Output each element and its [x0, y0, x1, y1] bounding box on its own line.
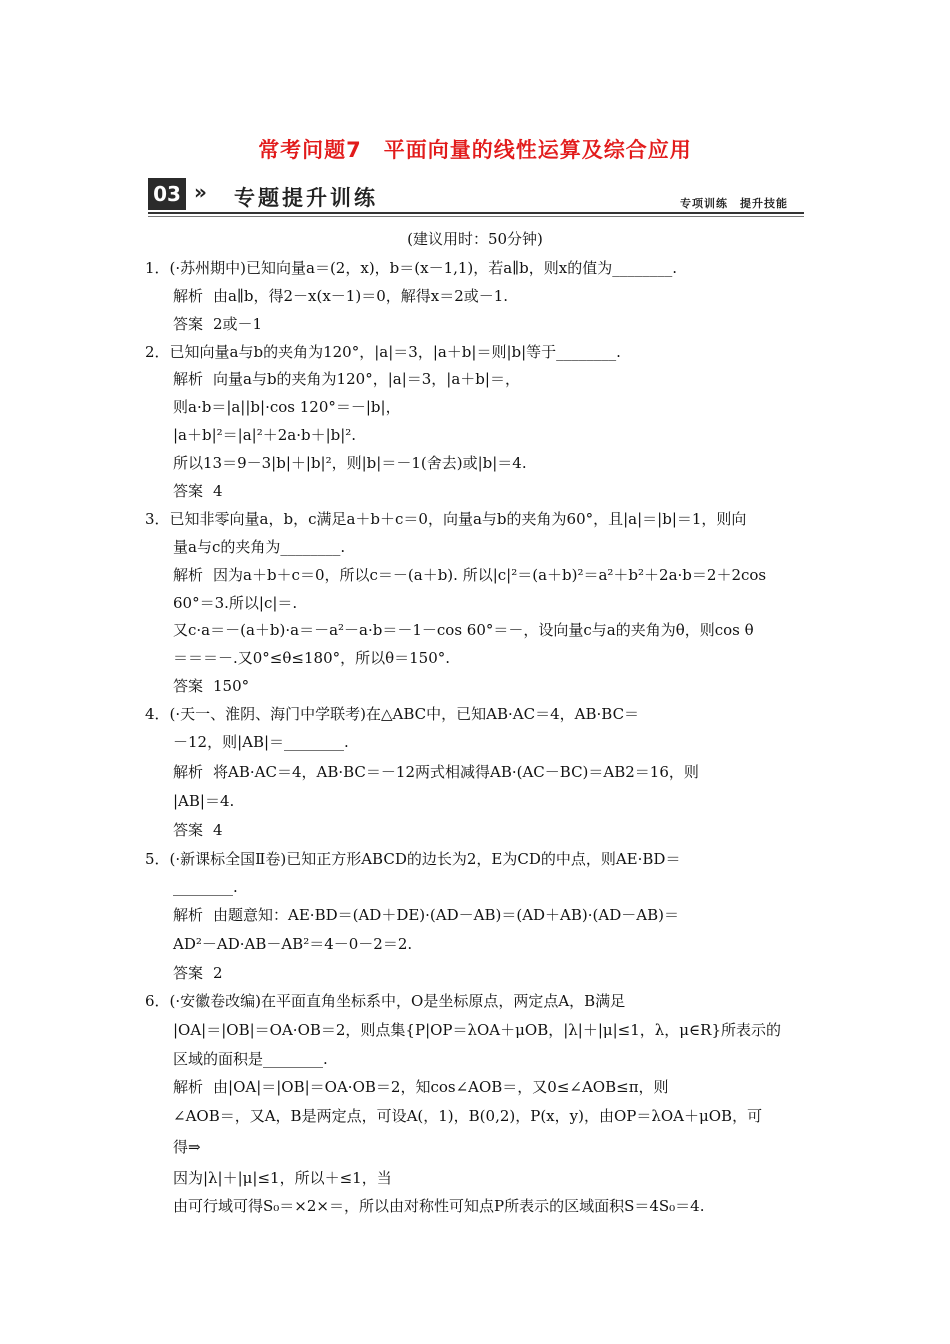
analysis-line: 解析 由|OA|＝|OB|＝OA·OB＝2，知cos∠AOB＝，又0≤∠AOB≤π，则 — [173, 1078, 669, 1096]
question-6: 6．(·安徽卷改编)在平面直角坐标系中，O是坐标原点，两定点A，B满足 — [145, 992, 626, 1010]
answer-line: 答案 2或－1 — [173, 315, 263, 333]
section-banner — [148, 176, 804, 216]
question-4: 4．(·天一、淮阴、海门中学联考)在△ABC中，已知AB·AC＝4，AB·BC＝ — [145, 705, 640, 723]
section-title: 专题提升训练 — [234, 186, 378, 210]
analysis-line: 解析 将AB·AC＝4，AB·BC＝－12两式相减得AB·(AC－BC)＝AB2＝16，则 — [173, 763, 699, 781]
answer-label: 答案 — [173, 964, 204, 982]
answer-label: 答案 — [173, 821, 204, 839]
question-3-cont: 量a与c的夹角为________. — [173, 538, 346, 556]
solution-line: 所以13＝9－3|b|＋|b|²，则|b|＝－1(舍去)或|b|＝4. — [173, 454, 527, 472]
solution-line: 得⇒ — [173, 1138, 201, 1156]
analysis-label: 解析 — [173, 763, 204, 781]
question-3: 3．已知非零向量a，b，c满足a＋b＋c＝0，向量a与b的夹角为60°，且|a|＝|b|＝1，则向 — [145, 510, 747, 528]
answer-line: 答案 4 — [173, 482, 223, 500]
solution-line: 又c·a＝－(a＋b)·a＝－a²－a·b＝－1－cos 60°＝－，设向量c与a的夹角为θ，则cos θ — [173, 621, 754, 639]
analysis-line: 解析 由a∥b，得2－x(x－1)＝0，解得x＝2或－1. — [173, 287, 509, 305]
answer-line: 答案 150° — [173, 677, 250, 695]
analysis-label: 解析 — [173, 906, 204, 924]
answer-line: 答案 2 — [173, 964, 223, 982]
solution-line: ∠AOB＝，又A，B是两定点，可设A(，1)，B(0,2)，P(x，y)，由OP＝λOA＋μOB，可 — [173, 1107, 763, 1125]
analysis-label: 解析 — [173, 566, 204, 584]
solution-line: 60°＝3.所以|c|＝. — [173, 594, 298, 612]
question-2: 2．已知向量a与b的夹角为120°，|a|＝3，|a＋b|＝则|b|等于________. — [145, 343, 621, 361]
section-tagline: 专项训练 提升技能 — [680, 197, 788, 210]
page-title: 常考问题7 平面向量的线性运算及综合应用 — [258, 138, 692, 162]
divider — [148, 212, 804, 214]
analysis-label: 解析 — [173, 1078, 204, 1096]
solution-line: 则a·b＝|a||b|·cos 120°＝－|b|， — [173, 398, 401, 416]
solution-line: 由可行域可得S₀＝×2×＝，所以由对称性可知点P所表示的区域面积S＝4S₀＝4. — [173, 1197, 705, 1215]
chevron-icon: » — [194, 180, 207, 204]
question-5: 5．(·新课标全国Ⅱ卷)已知正方形ABCD的边长为2，E为CD的中点，则AE·BD＝ — [145, 850, 681, 868]
solution-line: ＝＝＝－.又0°≤θ≤180°，所以θ＝150°. — [173, 649, 451, 667]
answer-label: 答案 — [173, 482, 204, 500]
answer-label: 答案 — [173, 677, 204, 695]
question-6-cont: 区域的面积是________. — [173, 1050, 328, 1068]
time-note: (建议用时：50分钟) — [407, 230, 543, 248]
analysis-label: 解析 — [173, 370, 204, 388]
question-6-cont: |OA|＝|OB|＝OA·OB＝2，则点集{P|OP＝λOA＋μOB，|λ|＋|μ|≤1，λ，μ∈R}所表示的 — [173, 1021, 781, 1039]
analysis-line: 解析 向量a与b的夹角为120°，|a|＝3，|a＋b|＝， — [173, 370, 520, 388]
answer-label: 答案 — [173, 315, 204, 333]
question-1: 1．(·苏州期中)已知向量a＝(2，x)，b＝(x－1,1)，若a∥b，则x的值为________. — [145, 259, 677, 277]
analysis-line: 解析 因为a＋b＋c＝0，所以c＝－(a＋b). 所以|c|²＝(a＋b)²＝a²＋b²＋2a·b＝2＋2cos — [173, 566, 767, 584]
solution-line: |a＋b|²＝|a|²＋2a·b＋|b|². — [173, 426, 357, 444]
solution-line: 因为|λ|＋|μ|≤1，所以＋≤1，当 — [173, 1169, 392, 1187]
question-5-cont: ________. — [173, 878, 238, 896]
solution-line: AD²－AD·AB－AB²＝4－0－2＝2. — [173, 935, 413, 953]
analysis-label: 解析 — [173, 287, 204, 305]
section-number-badge: 03 — [148, 178, 186, 210]
divider — [148, 216, 804, 217]
question-4-cont: －12，则|AB|＝________. — [173, 733, 349, 751]
solution-line: |AB|＝4. — [173, 792, 235, 810]
answer-line: 答案 4 — [173, 821, 223, 839]
analysis-line: 解析 由题意知：AE·BD＝(AD＋DE)·(AD－AB)＝(AD＋AB)·(AD－AB)＝ — [173, 906, 679, 924]
